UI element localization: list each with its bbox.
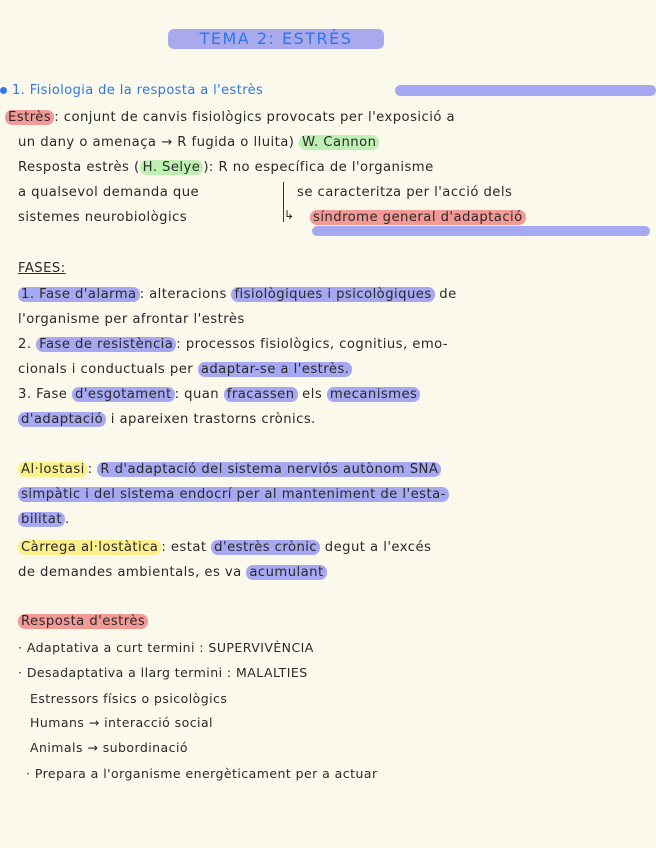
- sga-underbar: [312, 226, 650, 236]
- fase-3-highlight-1: fracassen: [224, 387, 298, 402]
- carrega-highlight-2: acumulant: [246, 565, 326, 580]
- section-heading-text: 1. Fisiologia de la resposta a l'estrès: [12, 83, 264, 98]
- sga-term-line: [310, 209, 526, 227]
- fase-2-name: Fase de resistència: [36, 337, 176, 352]
- fase-3-highlight-3: d'adaptació: [18, 412, 106, 427]
- fase-1-name: [18, 287, 140, 302]
- fase-1-line-1: [18, 286, 457, 304]
- fase-1-text: : alteracions: [139, 287, 227, 302]
- resposta-heading-text: Resposta d'estrès: [18, 614, 148, 629]
- fase-2-text: : processos fisiològics, cognitius, emo-: [176, 337, 449, 352]
- fase-1-num: 1.: [21, 287, 35, 302]
- resposta-item: · Adaptativa a curt termini : SUPERVIVÈNCIA: [18, 640, 314, 655]
- heading-highlight-bar: [395, 85, 656, 96]
- term-sga: síndrome general d'adaptació: [310, 210, 526, 225]
- allostasi-line-2: [18, 486, 449, 504]
- selye-pre: Resposta estrès (: [18, 160, 140, 175]
- term-estres: Estrès: [5, 110, 54, 125]
- allostasi-def-1: R d'adaptació del sistema nerviós autònom SNA: [97, 462, 441, 477]
- page-title: [168, 29, 384, 49]
- term-carrega: Càrrega al·lostàtica: [18, 540, 161, 555]
- fase-3-num: 3. Fase: [18, 387, 68, 402]
- term-allostasi: Al·lostasi: [18, 462, 88, 477]
- fase-2-highlight: adaptar-se a l'estrès.: [198, 362, 353, 377]
- selye-line: [18, 159, 434, 177]
- fases-heading: FASES:: [18, 261, 66, 276]
- allostasi-def-2: simpàtic i del sistema endocrí per al manteniment de l'esta-: [18, 487, 449, 502]
- carrega-text-3: de demandes ambientals, es va: [18, 565, 247, 580]
- fase-1-highlight: fisiològiques i psicològiques: [231, 287, 434, 302]
- fase-3-text-3: i apareixen trastorns crònics.: [106, 412, 316, 427]
- author-cannon: W. Cannon: [299, 135, 379, 150]
- arrow-icon: ↳: [284, 208, 295, 222]
- resposta-item: Animals → subordinació: [30, 740, 189, 755]
- resposta-item: Humans → interacció social: [30, 715, 213, 730]
- allostasi-line-1: [18, 461, 441, 479]
- page-title-text: TEMA 2: ESTRÈS: [199, 29, 353, 48]
- selye-rest: ): R no específica de l'organisme: [203, 160, 434, 175]
- definition-line-2: [18, 134, 379, 152]
- allostasi-def-3: bilitat: [18, 512, 65, 527]
- fase-1-text-2: de: [434, 287, 457, 302]
- fase-2-line-2: [18, 361, 352, 379]
- fase-2-num: 2.: [18, 337, 32, 352]
- fase-1-name-text: Fase d'alarma: [39, 287, 137, 302]
- resposta-item: Estressors físics o psicològics: [30, 691, 228, 706]
- definition-text: : conjunt de canvis fisiològics provocats per l'exposició a: [54, 110, 456, 125]
- resposta-heading: [18, 613, 148, 631]
- fase-3-line-1: [18, 386, 420, 404]
- definition-text-2: un dany o amenaça → R fugida o lluita): [18, 135, 295, 150]
- carrega-text-2: degut a l'excés: [320, 540, 432, 555]
- fase-1-line-2: l'organisme per afrontar l'estrès: [18, 312, 245, 327]
- selye-line-2-text: a qualsevol demanda que: [18, 185, 200, 200]
- author-selye: H. Selye: [140, 160, 204, 175]
- carrega-line-2: [18, 564, 327, 582]
- selye-line-3-text: sistemes neurobiològics: [18, 210, 188, 225]
- allostasi-line-3: [18, 511, 70, 529]
- allostasi-sep: :: [87, 462, 93, 477]
- fase-3-text-2: els: [297, 387, 327, 402]
- fase-3-highlight-2: mecanismes: [327, 387, 421, 402]
- allostasi-period: .: [64, 512, 70, 527]
- fase-3-name: d'esgotament: [72, 387, 175, 402]
- selye-line-2-right-text: se caracteritza per l'acció dels: [297, 185, 513, 200]
- fase-3-line-2: [18, 411, 316, 429]
- section-heading-fisiologia: [0, 82, 263, 100]
- fase-2-line-1: [18, 336, 448, 354]
- resposta-item: · Desadaptativa a llarg termini : MALALTIES: [18, 665, 308, 680]
- resposta-item: · Prepara a l'organisme energèticament per a actuar: [26, 766, 378, 781]
- definition-line-1: [5, 109, 455, 127]
- selye-line-2-left: [18, 184, 199, 202]
- selye-line-2-right: [297, 184, 512, 202]
- fase-3-text: : quan: [174, 387, 220, 402]
- bullet-dot-icon: [0, 87, 7, 94]
- carrega-highlight: d'estrès crònic: [211, 540, 320, 555]
- fase-2-text-2: cionals i conductuals per: [18, 362, 194, 377]
- carrega-line-1: [18, 539, 431, 557]
- selye-line-3: [18, 209, 187, 227]
- carrega-text: : estat: [161, 540, 212, 555]
